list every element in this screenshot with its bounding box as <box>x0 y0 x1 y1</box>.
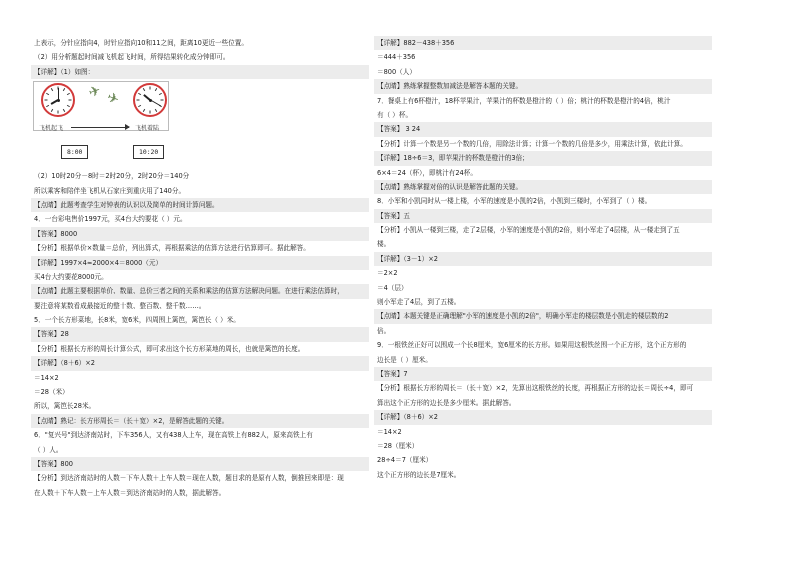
text-line: 【分析】根据长方形的周长计算公式，即可求出这个长方形菜地的周长，也就是篱笆的长度。 <box>34 344 305 353</box>
text-line: ＝800（人） <box>377 67 416 76</box>
clock-center <box>57 99 60 102</box>
answer-line: 【点睛】熟练掌握对倍的认识是解答此题的关键。 <box>374 180 712 194</box>
text-line: ＝2×2 <box>377 269 398 278</box>
text-line: （2）10时20分－8时＝2时20分，2时20分＝140分 <box>34 172 190 181</box>
text-line: 算出这个正方形的边长是多少厘米。据此解答。 <box>377 398 516 407</box>
text-line: ＝4（层） <box>377 283 408 292</box>
text-line: ＝28（厘米） <box>377 441 419 450</box>
answer-line: 【点睛】此题主要根据单价、数量、总价三者之间的关系和乘法的估算方法解决问题。在进行乘法估算时， <box>31 284 369 298</box>
clock-tick <box>155 109 157 112</box>
answer-line: 【点睛】熟记：长方形周长＝（长＋宽）×2，是解答此题的关键。 <box>31 414 369 428</box>
clock-tick <box>67 105 70 107</box>
answer-line: 【点睛】此题考查学生对钟表的认识以及简单的时间计算问题。 <box>31 198 369 212</box>
text-line: 7．餐桌上有6杯橙汁，18杯苹果汁，苹果汁的杯数是橙汁的（ ）倍；桃汁的杯数是橙汁的4倍，桃汁 <box>377 96 671 105</box>
text-line: 买4台大约要花8000元。 <box>34 272 108 281</box>
text-line: 8．小军和小凯同时从一楼上楼，小军的速度是小凯的2倍，小凯到三楼时，小军到了（ ）楼。 <box>377 197 652 206</box>
answer-line: 【点睛】本题关键是正确理解"小军的速度是小凯的2倍"，明确小军走的楼层数是小凯走的楼层数的2 <box>374 309 712 323</box>
clock-tick <box>137 100 140 101</box>
clock-tick <box>63 88 65 91</box>
left-column <box>31 36 369 500</box>
text-line: （2）用分析题起时间减飞机起飞时间，所得结果转化成分钟即可。 <box>34 53 230 62</box>
text-line: 在人数＋下车人数－上车人数＝到达济南站时的人数，据此解答。 <box>34 488 226 497</box>
text-line: 【分析】根据单价×数量＝总价，列出算式，再根据乘法的估算方法进行估算即可。据此解答。 <box>34 244 310 253</box>
clock-tick <box>58 111 59 114</box>
text-line: 则小军走了4层，到了五楼。 <box>377 298 461 307</box>
text-line: 【分析】小凯从一楼到三楼，走了2层楼，小军的速度是小凯的2倍，则小军走了4层楼，从一楼走到了五 <box>377 226 680 235</box>
text-line: 6×4＝24（杯），即桃汁有24杯。 <box>377 168 477 177</box>
answer-line: 【答案】五 <box>374 209 712 223</box>
clock-tick <box>69 100 72 101</box>
answer-line: 【详解】（3－1）×2 <box>374 252 712 266</box>
clock-tick <box>51 88 53 91</box>
clock-tick <box>46 105 49 107</box>
answer-line: 【点睛】熟练掌握整数加减法是解答本题的关键。 <box>374 79 712 93</box>
text-line: 要注意将某数看成最接近的整十数、整百数、整千数……。 <box>34 301 206 310</box>
clock-tick <box>161 100 164 101</box>
clock-tick <box>138 93 141 95</box>
depart-label: 飞机起飞 <box>39 125 64 133</box>
clock-tick <box>150 87 151 90</box>
clock-tick <box>143 88 145 91</box>
clock-tick <box>45 100 48 101</box>
text-line: 边长是（ ）厘米。 <box>377 355 432 364</box>
text-line: 28÷4＝7（厘米） <box>377 456 433 465</box>
text-line: ＝14×2 <box>34 373 59 382</box>
answer-line: 【详解】18÷6＝3，即苹果汁的杯数是橙汁的3倍； <box>374 151 712 165</box>
right-column <box>374 36 712 482</box>
answer-line: 【详解】（8＋6）×2 <box>374 410 712 424</box>
text-line: 所以乘客和陪伴坐飞机从石家庄到重庆用了140分。 <box>34 186 186 195</box>
answer-line: 【详解】（8＋6）×2 <box>31 356 369 370</box>
text-line: ＝444＋356 <box>377 53 416 62</box>
airplane-icon: ✈ <box>104 89 122 109</box>
text-line: ＝14×2 <box>377 427 402 436</box>
arrive-time: 10:20 <box>133 145 164 159</box>
clock-tick <box>155 88 157 91</box>
answer-line: 【答案】 3 24 <box>374 122 712 136</box>
text-line: 所以，篱笆长28米。 <box>34 402 96 411</box>
answer-line: 【答案】800 <box>31 457 369 471</box>
clock-tick <box>138 105 141 107</box>
text-line: ＝28（米） <box>34 388 69 397</box>
answer-line: 【详解】（1）如图： <box>31 65 369 79</box>
text-line: 倍。 <box>377 326 391 335</box>
text-line: 9．一根铁丝正好可以围成一个长8厘米，宽6厘米的长方形。如果用这根铁丝围一个正方形，这个正方形的 <box>377 341 687 350</box>
airplane-icon: ✈ <box>86 82 104 102</box>
clock-tick <box>46 93 49 95</box>
text-line: （ ）人。 <box>34 445 63 454</box>
text-line: 4．一台彩电售价1997元，买4台大约要花（ ）元。 <box>34 215 187 224</box>
depart-time: 8:00 <box>61 145 88 159</box>
clock-tick <box>150 111 151 114</box>
text-line: 这个正方形的边长是7厘米。 <box>377 470 461 479</box>
clock-tick <box>67 93 70 95</box>
arrive-label: 飞机着陆 <box>135 125 160 133</box>
answer-line: 【答案】28 <box>31 327 369 341</box>
clock-tick <box>51 109 53 112</box>
text-line: 【分析】到达济南站时的人数－下车人数＋上车人数＝现在人数，题目求的是原有人数，倒推回来即是：现 <box>34 474 344 483</box>
text-line: 6．"复兴号"到达济南站时，下车356人，又有438人上车，现在高铁上有882人，原来高铁上有 <box>34 431 313 440</box>
clock-tick <box>63 109 65 112</box>
clock-arrive-icon <box>133 83 167 117</box>
answer-line: 【详解】882－438＋356 <box>374 36 712 50</box>
text-line: 5．一个长方形菜地，长8米，宽6米，四周围上篱笆，篱笆长（ ）米。 <box>34 316 240 325</box>
answer-line: 【详解】1997×4≈2000×4＝8000（元） <box>31 256 369 270</box>
text-line: 【分析】根据长方形的周长＝（长＋宽）×2，先算出这根铁丝的长度，再根据正方形的边长＝周长÷4，即可 <box>377 384 694 393</box>
text-line: 有（ ）杯。 <box>377 110 413 119</box>
answer-line: 【答案】8000 <box>31 227 369 241</box>
text-line: 上表示，分针应指向4，时针应指向10和11之间，距离10更近一些位置。 <box>34 39 248 47</box>
text-line: 【分析】计算一个数是另一个数的几倍，用除法计算；计算一个数的几倍是多少，用乘法计算，依此计算。 <box>377 139 687 148</box>
flight-time-figure <box>31 81 369 167</box>
clock-center <box>149 99 152 102</box>
clock-tick <box>143 109 145 112</box>
clock-depart-icon <box>41 83 75 117</box>
text-line: 楼。 <box>377 240 391 249</box>
answer-line: 【答案】7 <box>374 367 712 381</box>
clock-tick <box>159 93 162 95</box>
arrow-icon <box>71 127 129 128</box>
